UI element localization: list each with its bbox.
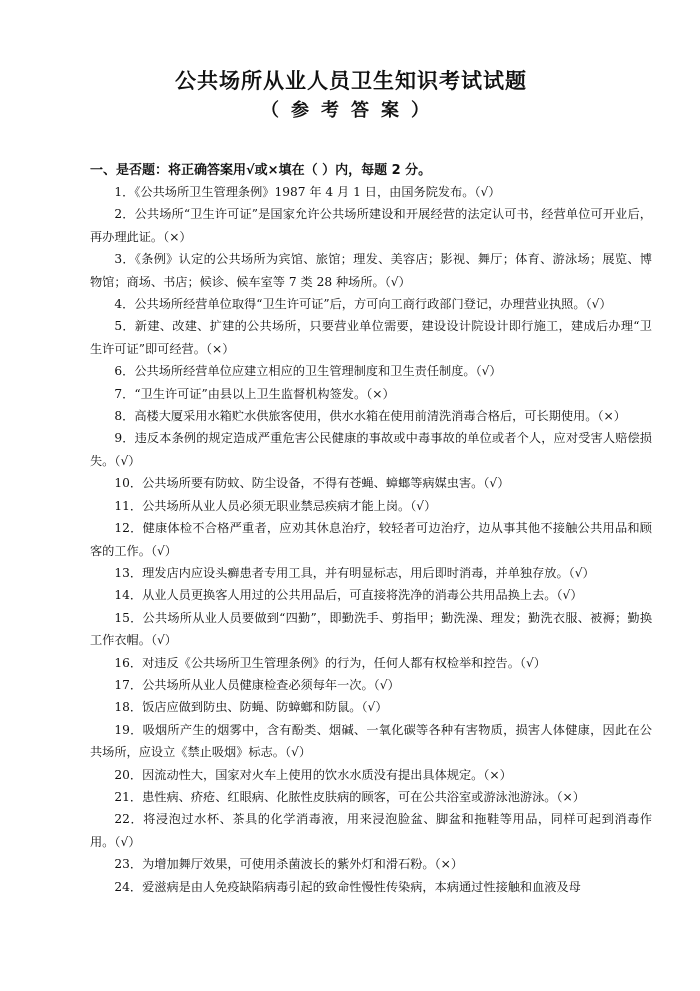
question-item: 22．将浸泡过水杯、茶具的化学消毒液，用来浸泡脸盆、脚盆和拖鞋等用品，同样可起到消毒作用。（√）: [90, 812, 652, 849]
question-item: 9．违反本条例的规定造成严重危害公民健康的事故或中毒事故的单位或者个人，应对受害人赔偿损失。（√）: [90, 431, 652, 468]
question-item: 23．为增加舞厅效果，可使用杀菌波长的紫外灯和滑石粉。（×）: [114, 857, 464, 872]
document-subtitle: （参考答案）: [261, 100, 441, 121]
question-item: 20．因流动性大，国家对火车上使用的饮水水质没有提出具体规定。（×）: [114, 767, 512, 782]
document-title: 公共场所从业人员卫生知识考试试题: [175, 68, 527, 93]
question-item: 7．“卫生许可证”由县以上卫生监督机构签发。（×）: [114, 386, 395, 401]
question-item: 21．患性病、疥疮、红眼病、化脓性皮肤病的顾客，可在公共浴室或游泳池游泳。（×）: [114, 789, 585, 804]
question-item: 12．健康体检不合格严重者，应劝其休息治疗，较轻者可边治疗，边从事其他不接触公共用品和顾客的工作。（√）: [90, 521, 652, 558]
question-list: [90, 181, 652, 898]
question-item: 17．公共场所从业人员健康检查必须每年一次。（√）: [114, 677, 400, 692]
question-item: 11．公共场所从业人员必须无职业禁忌疾病才能上岗。（√）: [114, 498, 437, 513]
question-item: 2．公共场所“卫生许可证”是国家允许公共场所建设和开展经营的法定认可书，经营单位可开业后，再办理此证。（×）: [90, 207, 652, 244]
question-item: 10．公共场所要有防蚊、防尘设备，不得有苍蝇、蟑螂等病媒虫害。（√）: [114, 476, 510, 491]
question-item: 8．高楼大厦采用水箱贮水供旅客使用，供水水箱在使用前清洗消毒合格后，可长期使用。（×）: [114, 409, 626, 424]
question-item: 19．吸烟所产生的烟雾中，含有酚类、烟碱、一氧化碳等各种有害物质，损害人体健康，因此在公共场所，应设立《禁止吸烟》标志。（√）: [90, 722, 652, 760]
question-item: 1．《公共场所卫生管理条例》1987 年 4 月 1 日，由国务院发布。（√）: [114, 185, 501, 199]
question-item: 24．爱滋病是由人免疫缺陷病毒引起的致命性慢性传染病，本病通过性接触和血液及母: [114, 879, 581, 894]
question-item: 15．公共场所从业人员要做到“四勤”，即勤洗手、剪指甲；勤洗澡、理发；勤洗衣服、被褥；勤换工作衣帽。（√）: [90, 610, 652, 648]
question-item: 5．新建、改建、扩建的公共场所，只要营业单位需要，建设设计院设计即行施工，建成后办理“卫生许可证”即可经营。（×）: [90, 319, 652, 356]
question-item: 18．饭店应做到防虫、防蝇、防蟑螂和防鼠。（√）: [114, 700, 388, 715]
section-heading: 一、是否题：将正确答案用√或×填在（ ）内，每题 2 分。: [90, 163, 432, 178]
question-item: 16．对违反《公共场所卫生管理条例》的行为，任何人都有权检举和控告。（√）: [114, 655, 546, 670]
question-item: 14．从业人员更换客人用过的公共用品后，可直接将洗净的消毒公共用品换上去。（√）: [114, 588, 583, 603]
question-item: 13．理发店内应设头癣患者专用工具，并有明显标志，用后即时消毒，并单独存放。（√）: [114, 565, 595, 580]
question-item: 4．公共场所经营单位取得“卫生许可证”后，方可向工商行政部门登记，办理营业执照。（√）: [114, 297, 612, 312]
question-item: 3．《条例》认定的公共场所为宾馆、旅馆；理发、美容店；影视、舞厅；体育、游泳场；展览、博物馆；商场、书店；候诊、候车室等 7 类 28 种场所。（√）: [90, 252, 652, 289]
question-item: 6．公共场所经营单位应建立相应的卫生管理制度和卫生责任制度。（√）: [114, 364, 502, 379]
